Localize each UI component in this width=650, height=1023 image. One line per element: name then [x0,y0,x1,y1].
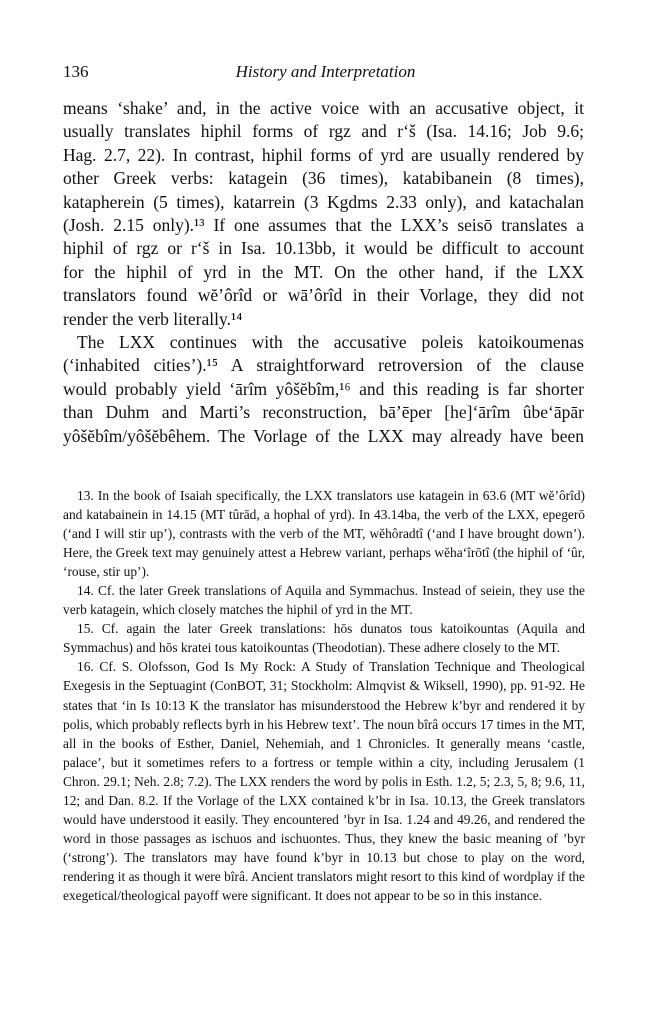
body-line: Hag. 2.7, 22). In contrast, hiphil forms of yrd are usually rendered by [63,144,584,165]
body-line: usually translates hiphil forms of rgz and r‘š (Isa. 14.16; Job 9.6; [63,121,584,142]
body-line: yôšĕbîm/yôšĕbêhem. The Vorlage of the LXX may already have been [63,425,584,446]
main-text [63,97,584,448]
body-line: for the hiphil of yrd in the MT. On the other hand, if the LXX [63,261,584,282]
running-title: History and Interpretation [235,62,416,81]
body-line: (Josh. 2.15 only).¹³ If one assumes that the LXX’s seisō translates a [63,215,584,236]
body-line: other Greek verbs: katagein (36 times), katabibanein (8 times), [63,168,584,189]
body-line: would probably yield ‘ārîm yôšĕbîm,¹⁶ and this reading is far shorter [63,378,584,399]
body-line: translators found wĕ’ôrîd or wā’ôrîd in their Vorlage, they did not [63,285,584,306]
body-line: hiphil of rgz or r‘š in Isa. 10.13bb, it would be difficult to account [63,238,584,259]
footnote-14: 14. Cf. the later Greek translations of Aquila and Symmachus. Instead of seiein, they use the verb katagein, which closely matches the hiphil of yrd in the MT. [63,583,585,618]
footnote-13: 13. In the book of Isaiah specifically, the LXX translators use katagein in 63.6 (MT wĕ’ôrîd) and katabainein in 14.15 (MT tûrād, a hophal of yrd). In 43.14ba, the verb of the LXX, epegerō (‘and I will stir up’), contrasts with the verb of the MT, wĕhôradtî (‘and I have brought down’). Here, the Greek text may genuinely attest a Hebrew variant, perhaps wĕha‘îrōtî (the hiphil of ‘ûr, ‘rouse, stir up’). [63,488,585,580]
body-line: means ‘shake’ and, in the active voice with an accusative object, it [63,98,584,118]
body-line: The LXX continues with the accusative poleis katoikoumenas [77,332,584,353]
body-line: katapherein (5 times), katarrein (3 Kgdms 2.33 only), and katachalan [63,191,584,212]
footnotes [63,486,585,905]
running-header [63,62,588,86]
footnote-15: 15. Cf. again the later Greek translations: hōs dunatos tous katoikountas (Aquila and Symmachus) and hōs kratei tous katoikountas (Theodotian). These adhere closely to the MT. [63,621,585,656]
body-line: (‘inhabited cities’).¹⁵ A straightforward retroversion of the clause [63,355,584,376]
body-line: than Duhm and Marti’s reconstruction, bā’ēper [he]‘ārîm ûbe‘āpār [63,402,584,423]
page-number: 136 [63,62,89,81]
footnote-16: 16. Cf. S. Olofsson, God Is My Rock: A Study of Translation Technique and Theological Exegesis in the Septuagint (ConBOT, 31; Stockholm: Almqvist & Wiksell, 1990), pp. 91-92. He states that ‘in Is 10:13 K the translator has misunderstood the Hebrew k’byr and rendered it by polis, which probably reflects byrh in his Hebrew text’. The noun bîrâ occurs 17 times in the MT, all in the books of Esther, Daniel, Nehemiah, and 1 Chronicles. It generally means ‘castle, palace’, but it sometimes refers to a fortress or temple within a city, including Jerusalem (1 Chron. 29.1; Neh. 2.8; 7.2). The LXX renders the word by polis in Esth. 1.2, 5; 2.3, 5, 8; 9.6, 11, 12; and Dan. 8.2. If the Vorlage of the LXX contained k’br in Isa. 10.13, the Greek translators would have understood it easily. They encountered ’byr in Isa. 1.24 and 49.26, and rendered the word in those passages as ischuos and ischuontes. Thus, they knew the basic meaning of ’byr (‘strong’). The translators may have found k’byr in 10.13 but chose to play on the word, rendering it as though it were bîrâ. Ancient translators might resort to this kind of wordplay if the exegetical/theological payoff were significant. It does not appear to be so in this instance. [63,659,585,903]
body-line: render the verb literally.¹⁴ [63,308,243,329]
